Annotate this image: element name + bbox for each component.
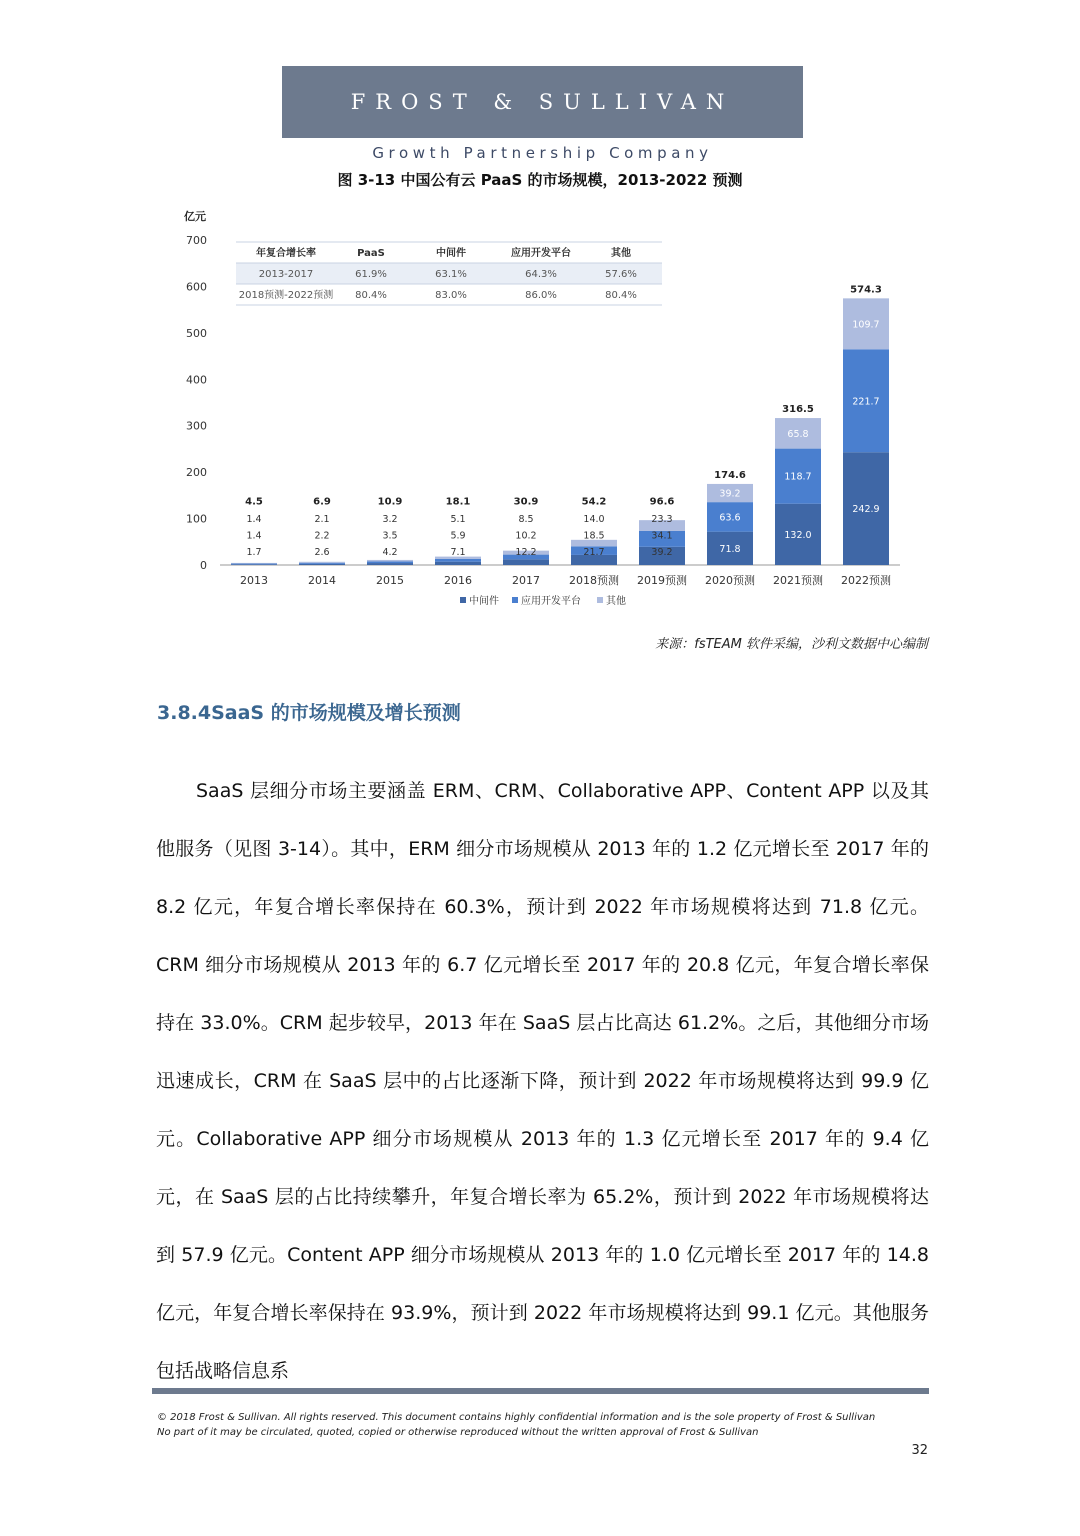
inset-table-header: 中间件 (436, 248, 466, 259)
data-label: 71.8 (719, 543, 741, 555)
bar-segment (299, 563, 345, 564)
inset-table-header: 应用开发平台 (511, 248, 571, 259)
y-tick-label: 200 (186, 466, 207, 480)
x-tick-label: 2016 (444, 574, 472, 587)
data-label: 14.0 (583, 514, 605, 525)
x-tick-label: 2019预测 (637, 574, 687, 587)
data-label: 2.1 (314, 514, 330, 525)
legend-swatch (512, 597, 518, 603)
frost-sullivan-logo (282, 66, 803, 138)
inset-table-cell: 61.9% (355, 269, 387, 280)
y-tick-label: 400 (186, 373, 207, 387)
total-label: 574.3 (850, 284, 882, 296)
inset-table-header: PaaS (357, 248, 385, 259)
total-label: 316.5 (782, 404, 814, 416)
inset-table-cell: 57.6% (605, 269, 637, 280)
inset-table-cell: 2018预测-2022预测 (238, 290, 334, 301)
paas-market-chart (170, 200, 910, 620)
inset-table-cell: 64.3% (525, 269, 557, 280)
x-tick-label: 2021预测 (773, 574, 823, 587)
data-label: 221.7 (852, 396, 880, 408)
y-tick-label: 0 (200, 559, 207, 572)
bar-segment (367, 561, 413, 563)
total-label: 30.9 (513, 496, 539, 508)
y-tick-label: 600 (186, 280, 207, 294)
data-label: 7.1 (450, 547, 466, 558)
body-paragraph: SaaS 层细分市场主要涵盖 ERM、CRM、Collaborative APP、Content APP 以及其他服务（见图 3-14）。其中，ERM 细分市场规模从 2013 年的 1.2 亿元增长至 2017 年的 8.2 亿元，年复合增长率保持在 60.3%，预计到 2022 年市场规模将达到 71.8 亿元。CRM 细分市场规模从 2013 年的 6.7 亿元增长至 2017 年的 20.8 亿元，年复合增长率保持在 33.0%。CRM 起步较早，2013 年在 SaaS 层占比高达 61.2%。之后，其他细分市场迅速成长，CRM 在 SaaS 层中的占比逐渐下降，预计到 2022 年市场规模将达到 99.9 亿元。Collaborative APP 细分市场规模从 2013 年的 1.3 亿元增长至 2017 年的 9.4 亿元，在 SaaS 层的占比持续攀升，年复合增长率为 65.2%，预计到 2022 年市场规模将达到 57.9 亿元。Content APP 细分市场规模从 2013 年的 1.0 亿元增长至 2017 年的 14.8 亿元，年复合增长率保持在 93.9%，预计到 2022 年市场规模将达到 99.1 亿元。其他服务包括战略信息系 (156, 780, 929, 1382)
data-label: 132.0 (784, 529, 812, 541)
data-label: 1.4 (246, 530, 262, 542)
footer-line-1: © 2018 Frost & Sullivan. All rights reserved. This document contains highly confidential information and is the sole property of Frost & Sullivan (157, 1412, 876, 1423)
data-label: 10.2 (515, 530, 537, 542)
data-label: 1.4 (246, 514, 262, 525)
footer-line-2: No part of it may be circulated, quoted, copied or otherwise reproduced without the written approval of Frost & Sullivan (157, 1427, 759, 1438)
data-label: 5.9 (450, 530, 466, 542)
inset-table-cell: 63.1% (435, 269, 467, 280)
data-label: 39.2 (651, 547, 673, 558)
legend-swatch (597, 597, 603, 603)
x-tick-label: 2017 (512, 574, 540, 587)
inset-table-header: 年复合增长率 (256, 248, 316, 259)
bar-segment (231, 563, 277, 564)
inset-table-cell: 80.4% (605, 290, 637, 301)
footer-divider (152, 1388, 929, 1394)
total-label: 54.2 (581, 496, 607, 508)
y-tick-label: 500 (186, 326, 207, 340)
x-tick-label: 2014 (308, 574, 336, 587)
total-label: 18.1 (445, 496, 471, 508)
logo-text: FROST & SULLIVAN (350, 90, 735, 114)
x-tick-label: 2020预测 (705, 574, 755, 587)
bar-segment (435, 559, 481, 562)
total-label: 4.5 (245, 496, 263, 508)
data-label: 3.2 (382, 514, 398, 525)
data-label: 8.5 (518, 514, 534, 525)
y-axis-label: 亿元 (184, 210, 206, 223)
legend-label: 其他 (606, 596, 626, 607)
total-label: 10.9 (377, 496, 403, 508)
legend-label: 中间件 (469, 596, 499, 607)
data-label: 109.7 (852, 319, 880, 331)
total-label: 174.6 (714, 469, 746, 481)
total-label: 96.6 (649, 496, 675, 508)
data-label: 12.2 (515, 547, 537, 558)
data-label: 3.5 (382, 530, 398, 542)
legend-label: 应用开发平台 (521, 596, 581, 607)
y-tick-label: 100 (186, 512, 207, 526)
bar-segment (231, 564, 277, 565)
inset-table-cell: 80.4% (355, 290, 387, 301)
x-tick-label: 2022预测 (841, 574, 891, 587)
bar-segment (299, 564, 345, 565)
data-label: 4.2 (382, 547, 398, 558)
figure-title: 图 3-13 中国公有云 PaaS 的市场规模，2013-2022 预测 (337, 171, 743, 189)
data-label: 34.1 (651, 530, 673, 542)
data-label: 2.6 (314, 547, 330, 558)
bar-segment (367, 560, 413, 561)
x-tick-label: 2015 (376, 574, 404, 587)
tagline: Growth Partnership Company (372, 144, 713, 162)
data-label: 242.9 (852, 504, 880, 516)
data-label: 23.3 (651, 514, 673, 525)
data-label: 63.6 (719, 512, 741, 524)
data-label: 21.7 (583, 547, 605, 558)
page-number: 32 (911, 1443, 928, 1458)
section-heading: 3.8.4SaaS 的市场规模及增长预测 (157, 702, 461, 724)
footer-copyright (157, 1410, 875, 1440)
bar-segment (231, 564, 277, 565)
inset-table-cell: 83.0% (435, 290, 467, 301)
x-tick-label: 2013 (240, 574, 268, 587)
bar-segment (503, 559, 549, 565)
bar-segment (435, 562, 481, 565)
data-label: 39.2 (719, 488, 741, 500)
inset-table-header: 其他 (611, 248, 631, 259)
data-label: 2.2 (314, 530, 330, 542)
data-label: 5.1 (450, 514, 466, 525)
inset-table-cell: 2013-2017 (258, 269, 314, 280)
y-tick-label: 300 (186, 419, 207, 433)
y-tick-label: 700 (186, 234, 207, 247)
data-label: 1.7 (246, 547, 262, 558)
x-tick-label: 2018预测 (569, 574, 619, 587)
data-label: 65.8 (787, 428, 809, 440)
total-label: 6.9 (313, 496, 331, 508)
figure-source: 来源：fsTEAM 软件采编，沙利文数据中心编制 (655, 637, 928, 652)
data-label: 18.5 (583, 530, 605, 542)
legend-swatch (460, 597, 466, 603)
data-label: 118.7 (784, 471, 812, 483)
bar-segment (299, 562, 345, 563)
inset-table-cell: 86.0% (525, 290, 557, 301)
bar-segment (367, 563, 413, 565)
